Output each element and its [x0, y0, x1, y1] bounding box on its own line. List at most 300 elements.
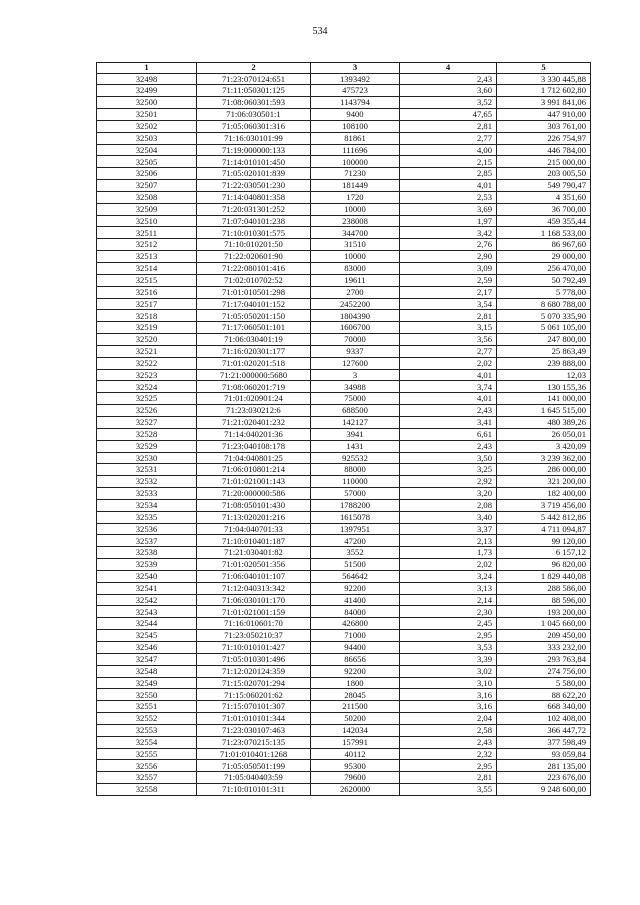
cadastral-value-cell: 3 239 362,00 — [497, 452, 591, 464]
area-cell: 47200 — [311, 535, 400, 547]
cadastral-value-cell: 96 820,00 — [497, 559, 591, 571]
area-cell: 10000 — [311, 203, 400, 215]
rate-cell: 2,15 — [400, 156, 497, 168]
area-cell: 142034 — [311, 724, 400, 736]
row-number-cell: 32508 — [97, 191, 197, 203]
rate-cell: 2,95 — [400, 760, 497, 772]
cadastral-number-cell: 71:22:020601:90 — [197, 251, 311, 263]
table-row — [97, 440, 591, 452]
area-cell: 426800 — [311, 618, 400, 630]
row-number-cell: 32507 — [97, 180, 197, 192]
table-row — [97, 345, 591, 357]
cadastral-number-cell: 71:04:040801:25 — [197, 452, 311, 464]
table-header-row — [97, 63, 591, 74]
cadastral-value-cell: 9 248 600,00 — [497, 784, 591, 796]
cadastral-number-cell: 71:06:030501:1 — [197, 109, 311, 121]
cadastral-value-cell: 1 645 515,00 — [497, 405, 591, 417]
page-number: 534 — [312, 26, 328, 37]
cadastral-number-cell: 71:08:060201:719 — [197, 381, 311, 393]
cadastral-number-cell: 71:14:010101:450 — [197, 156, 311, 168]
row-number-cell: 32557 — [97, 772, 197, 784]
row-number-cell: 32514 — [97, 263, 197, 275]
cadastral-value-cell: 102 408,00 — [497, 713, 591, 725]
cadastral-value-cell: 5 070 335,90 — [497, 310, 591, 322]
rate-cell: 1,97 — [400, 215, 497, 227]
table-row — [97, 606, 591, 618]
cadastral-value-cell: 12,03 — [497, 369, 591, 381]
table-body — [97, 73, 591, 795]
area-cell: 51500 — [311, 559, 400, 571]
area-cell: 71230 — [311, 168, 400, 180]
row-number-cell: 32516 — [97, 286, 197, 298]
cadastral-number-cell: 71:15:020701:294 — [197, 677, 311, 689]
rate-cell: 2,08 — [400, 499, 497, 511]
area-cell: 70000 — [311, 334, 400, 346]
row-number-cell: 32509 — [97, 203, 197, 215]
table-row — [97, 713, 591, 725]
area-cell: 10000 — [311, 251, 400, 263]
column-header: 5 — [497, 63, 591, 74]
cadastral-number-cell: 71:23:030212:6 — [197, 405, 311, 417]
cadastral-value-cell: 223 676,00 — [497, 772, 591, 784]
cadastral-value-cell: 333 232,00 — [497, 642, 591, 654]
rate-cell: 2,02 — [400, 559, 497, 571]
area-cell: 688500 — [311, 405, 400, 417]
cadastral-number-cell: 71:05:060301:316 — [197, 120, 311, 132]
row-number-cell: 32512 — [97, 239, 197, 251]
column-header: 1 — [97, 63, 197, 74]
cadastral-number-cell: 71:06:030101:170 — [197, 594, 311, 606]
row-number-cell: 32537 — [97, 535, 197, 547]
area-cell: 41400 — [311, 594, 400, 606]
rate-cell: 2,81 — [400, 310, 497, 322]
rate-cell: 2,85 — [400, 168, 497, 180]
table-row — [97, 369, 591, 381]
row-number-cell: 32504 — [97, 144, 197, 156]
cadastral-number-cell: 71:20:000000:586 — [197, 488, 311, 500]
row-number-cell: 32556 — [97, 760, 197, 772]
cadastral-number-cell: 71:01:021001:143 — [197, 476, 311, 488]
table-row — [97, 239, 591, 251]
cadastral-number-cell: 71:22:030501:230 — [197, 180, 311, 192]
cadastral-number-cell: 71:15:070101:307 — [197, 701, 311, 713]
area-cell: 71000 — [311, 630, 400, 642]
cadastral-value-cell: 1 829 440,08 — [497, 570, 591, 582]
cadastral-value-cell: 226 754,97 — [497, 132, 591, 144]
area-cell: 2452200 — [311, 298, 400, 310]
cadastral-number-cell: 71:23:070124:651 — [197, 73, 311, 85]
cadastral-number-cell: 71:08:060301:593 — [197, 97, 311, 109]
cadastral-number-cell: 71:10:010401:187 — [197, 535, 311, 547]
rate-cell: 3,42 — [400, 227, 497, 239]
area-cell: 1800 — [311, 677, 400, 689]
area-cell: 34988 — [311, 381, 400, 393]
cadastral-number-cell: 71:06:010801:214 — [197, 464, 311, 476]
cadastral-number-cell: 71:21:020401:232 — [197, 416, 311, 428]
table-row — [97, 535, 591, 547]
cadastral-value-cell: 5 580,00 — [497, 677, 591, 689]
rate-cell: 3,09 — [400, 263, 497, 275]
table-row — [97, 677, 591, 689]
cadastral-value-cell: 88 622,20 — [497, 689, 591, 701]
row-number-cell: 32518 — [97, 310, 197, 322]
table-row — [97, 357, 591, 369]
row-number-cell: 32511 — [97, 227, 197, 239]
cadastral-value-cell: 4 711 094,87 — [497, 523, 591, 535]
cadastral-value-cell: 215 000,00 — [497, 156, 591, 168]
table-row — [97, 416, 591, 428]
cadastral-number-cell: 71:06:030401:19 — [197, 334, 311, 346]
area-cell: 108100 — [311, 120, 400, 132]
table-row — [97, 274, 591, 286]
rate-cell: 2,58 — [400, 724, 497, 736]
rate-cell: 3,74 — [400, 381, 497, 393]
cadastral-value-cell: 193 200,00 — [497, 606, 591, 618]
cadastral-number-cell: 71:02:010702:52 — [197, 274, 311, 286]
cadastral-number-cell: 71:06:040101:107 — [197, 570, 311, 582]
table-row — [97, 547, 591, 559]
cadastral-value-cell: 8 680 788,00 — [497, 298, 591, 310]
area-cell: 344700 — [311, 227, 400, 239]
rate-cell: 47,65 — [400, 109, 497, 121]
area-cell: 1397951 — [311, 523, 400, 535]
table-row — [97, 594, 591, 606]
table-row — [97, 748, 591, 760]
rate-cell: 3,40 — [400, 511, 497, 523]
rate-cell: 4,01 — [400, 369, 497, 381]
row-number-cell: 32530 — [97, 452, 197, 464]
cadastral-number-cell: 71:07:040101:238 — [197, 215, 311, 227]
row-number-cell: 32499 — [97, 85, 197, 97]
row-number-cell: 32519 — [97, 322, 197, 334]
row-number-cell: 32513 — [97, 251, 197, 263]
rate-cell: 2,43 — [400, 736, 497, 748]
cadastral-number-cell: 71:12:040313:342 — [197, 582, 311, 594]
table-row — [97, 511, 591, 523]
area-cell: 92200 — [311, 665, 400, 677]
cadastral-value-cell: 36 700,00 — [497, 203, 591, 215]
rate-cell: 2,45 — [400, 618, 497, 630]
table-row — [97, 144, 591, 156]
row-number-cell: 32515 — [97, 274, 197, 286]
area-cell: 100000 — [311, 156, 400, 168]
row-number-cell: 32527 — [97, 416, 197, 428]
rate-cell: 3,55 — [400, 784, 497, 796]
area-cell: 3 — [311, 369, 400, 381]
cadastral-number-cell: 71:21:030401:82 — [197, 547, 311, 559]
area-cell: 1788200 — [311, 499, 400, 511]
cadastral-value-cell: 459 355,44 — [497, 215, 591, 227]
area-cell: 92200 — [311, 582, 400, 594]
cadastral-value-cell: 209 450,00 — [497, 630, 591, 642]
table-row — [97, 215, 591, 227]
area-cell: 86656 — [311, 653, 400, 665]
rate-cell: 2,53 — [400, 191, 497, 203]
cadastral-value-cell: 6 157,12 — [497, 547, 591, 559]
area-cell: 2620000 — [311, 784, 400, 796]
cadastral-value-cell: 3 330 445,88 — [497, 73, 591, 85]
table-row — [97, 488, 591, 500]
cadastral-value-cell: 1 045 660,00 — [497, 618, 591, 630]
rate-cell: 4,01 — [400, 180, 497, 192]
cadastral-value-cell: 203 005,50 — [497, 168, 591, 180]
table-row — [97, 85, 591, 97]
cadastral-value-cell: 5 061 105,00 — [497, 322, 591, 334]
rate-cell: 3,60 — [400, 85, 497, 97]
cadastral-value-cell: 141 000,00 — [497, 393, 591, 405]
rate-cell: 3,24 — [400, 570, 497, 582]
row-number-cell: 32558 — [97, 784, 197, 796]
cadastral-number-cell: 71:01:010101:344 — [197, 713, 311, 725]
cadastral-value-cell: 182 400,00 — [497, 488, 591, 500]
row-number-cell: 32525 — [97, 393, 197, 405]
row-number-cell: 32531 — [97, 464, 197, 476]
area-cell: 3941 — [311, 428, 400, 440]
rate-cell: 2,30 — [400, 606, 497, 618]
rate-cell: 2,04 — [400, 713, 497, 725]
area-cell: 475723 — [311, 85, 400, 97]
table-row — [97, 701, 591, 713]
rate-cell: 2,02 — [400, 357, 497, 369]
row-number-cell: 32554 — [97, 736, 197, 748]
cadastral-number-cell: 71:05:050501:199 — [197, 760, 311, 772]
row-number-cell: 32498 — [97, 73, 197, 85]
cadastral-value-cell: 668 340,00 — [497, 701, 591, 713]
area-cell: 1720 — [311, 191, 400, 203]
cadastral-number-cell: 71:05:040403:59 — [197, 772, 311, 784]
cadastral-number-cell: 71:01:010401:1268 — [197, 748, 311, 760]
rate-cell: 2,77 — [400, 345, 497, 357]
table-row — [97, 393, 591, 405]
table-row — [97, 523, 591, 535]
row-number-cell: 32552 — [97, 713, 197, 725]
row-number-cell: 32555 — [97, 748, 197, 760]
row-number-cell: 32522 — [97, 357, 197, 369]
cadastral-number-cell: 71:10:010201:50 — [197, 239, 311, 251]
table-row — [97, 120, 591, 132]
cadastral-value-cell: 480 389,26 — [497, 416, 591, 428]
row-number-cell: 32549 — [97, 677, 197, 689]
column-header: 3 — [311, 63, 400, 74]
cadastral-number-cell: 71:16:010601:70 — [197, 618, 311, 630]
cadastral-value-cell: 321 200,00 — [497, 476, 591, 488]
cadastral-value-cell: 366 447,72 — [497, 724, 591, 736]
table-row — [97, 653, 591, 665]
rate-cell: 3,16 — [400, 701, 497, 713]
cadastral-number-cell: 71:17:040101:152 — [197, 298, 311, 310]
row-number-cell: 32501 — [97, 109, 197, 121]
area-cell: 1804390 — [311, 310, 400, 322]
rate-cell: 4,00 — [400, 144, 497, 156]
rate-cell: 3,39 — [400, 653, 497, 665]
area-cell: 28045 — [311, 689, 400, 701]
table-row — [97, 322, 591, 334]
row-number-cell: 32541 — [97, 582, 197, 594]
row-number-cell: 32542 — [97, 594, 197, 606]
row-number-cell: 32543 — [97, 606, 197, 618]
table-row — [97, 499, 591, 511]
rate-cell: 3,20 — [400, 488, 497, 500]
row-number-cell: 32526 — [97, 405, 197, 417]
table-row — [97, 452, 591, 464]
row-number-cell: 32529 — [97, 440, 197, 452]
area-cell: 31510 — [311, 239, 400, 251]
cadastral-number-cell: 71:14:040201:36 — [197, 428, 311, 440]
cadastral-value-cell: 5 778,00 — [497, 286, 591, 298]
row-number-cell: 32534 — [97, 499, 197, 511]
cadastral-number-cell: 71:08:050101:430 — [197, 499, 311, 511]
rate-cell: 3,16 — [400, 689, 497, 701]
area-cell: 9400 — [311, 109, 400, 121]
table-row — [97, 191, 591, 203]
rate-cell: 2,43 — [400, 73, 497, 85]
cadastral-number-cell: 71:01:020901:24 — [197, 393, 311, 405]
table-row — [97, 168, 591, 180]
cadastral-number-cell: 71:20:031301:252 — [197, 203, 311, 215]
rate-cell: 1,73 — [400, 547, 497, 559]
rate-cell: 2,43 — [400, 440, 497, 452]
table-row — [97, 263, 591, 275]
area-cell: 81861 — [311, 132, 400, 144]
table-row — [97, 405, 591, 417]
table-row — [97, 156, 591, 168]
cadastral-value-cell: 25 863,49 — [497, 345, 591, 357]
table-row — [97, 642, 591, 654]
row-number-cell: 32524 — [97, 381, 197, 393]
rate-cell: 2,95 — [400, 630, 497, 642]
cadastral-number-cell: 71:01:021001:159 — [197, 606, 311, 618]
rate-cell: 3,13 — [400, 582, 497, 594]
table-row — [97, 724, 591, 736]
row-number-cell: 32510 — [97, 215, 197, 227]
row-number-cell: 32503 — [97, 132, 197, 144]
row-number-cell: 32533 — [97, 488, 197, 500]
area-cell: 40112 — [311, 748, 400, 760]
cadastral-value-cell: 274 756,00 — [497, 665, 591, 677]
row-number-cell: 32505 — [97, 156, 197, 168]
cadastral-value-cell: 86 967,60 — [497, 239, 591, 251]
cadastral-value-cell: 1 168 533,00 — [497, 227, 591, 239]
row-number-cell: 32546 — [97, 642, 197, 654]
cadastral-number-cell: 71:04:040701:33 — [197, 523, 311, 535]
area-cell: 95300 — [311, 760, 400, 772]
rate-cell: 3,10 — [400, 677, 497, 689]
area-cell: 57000 — [311, 488, 400, 500]
area-cell: 111696 — [311, 144, 400, 156]
cadastral-register-table — [96, 62, 591, 796]
table-row — [97, 784, 591, 796]
area-cell: 238008 — [311, 215, 400, 227]
row-number-cell: 32517 — [97, 298, 197, 310]
rate-cell: 2,81 — [400, 772, 497, 784]
area-cell: 84000 — [311, 606, 400, 618]
row-number-cell: 32536 — [97, 523, 197, 535]
row-number-cell: 32548 — [97, 665, 197, 677]
row-number-cell: 32528 — [97, 428, 197, 440]
cadastral-number-cell: 71:05:020101:839 — [197, 168, 311, 180]
row-number-cell: 32523 — [97, 369, 197, 381]
table-row — [97, 251, 591, 263]
cadastral-number-cell: 71:23:070215:135 — [197, 736, 311, 748]
area-cell: 1606700 — [311, 322, 400, 334]
cadastral-number-cell: 71:10:010101:311 — [197, 784, 311, 796]
cadastral-number-cell: 71:01:020201:518 — [197, 357, 311, 369]
rate-cell: 3,41 — [400, 416, 497, 428]
cadastral-number-cell: 71:15:060201:62 — [197, 689, 311, 701]
rate-cell: 2,81 — [400, 120, 497, 132]
table-row — [97, 286, 591, 298]
cadastral-number-cell: 71:13:020201:216 — [197, 511, 311, 523]
area-cell: 88000 — [311, 464, 400, 476]
area-cell: 211500 — [311, 701, 400, 713]
rate-cell: 3,69 — [400, 203, 497, 215]
cadastral-value-cell: 447 910,00 — [497, 109, 591, 121]
column-header: 4 — [400, 63, 497, 74]
rate-cell: 2,32 — [400, 748, 497, 760]
row-number-cell: 32547 — [97, 653, 197, 665]
cadastral-number-cell: 71:14:040801:358 — [197, 191, 311, 203]
rate-cell: 2,14 — [400, 594, 497, 606]
table-row — [97, 132, 591, 144]
row-number-cell: 32520 — [97, 334, 197, 346]
cadastral-value-cell: 303 761,00 — [497, 120, 591, 132]
rate-cell: 3,50 — [400, 452, 497, 464]
table-row — [97, 73, 591, 85]
rate-cell: 2,92 — [400, 476, 497, 488]
cadastral-number-cell: 71:16:020301:177 — [197, 345, 311, 357]
cadastral-value-cell: 256 470,00 — [497, 263, 591, 275]
area-cell: 75000 — [311, 393, 400, 405]
rate-cell: 2,77 — [400, 132, 497, 144]
cadastral-value-cell: 3 991 841,06 — [497, 97, 591, 109]
rate-cell: 2,59 — [400, 274, 497, 286]
area-cell: 2700 — [311, 286, 400, 298]
cadastral-number-cell: 71:10:010301:575 — [197, 227, 311, 239]
cadastral-number-cell: 71:16:030101:99 — [197, 132, 311, 144]
cadastral-value-cell: 88 596,00 — [497, 594, 591, 606]
rate-cell: 2,43 — [400, 405, 497, 417]
table-row — [97, 428, 591, 440]
table-row — [97, 689, 591, 701]
rate-cell: 3,25 — [400, 464, 497, 476]
cadastral-value-cell: 4 351,60 — [497, 191, 591, 203]
area-cell: 50200 — [311, 713, 400, 725]
cadastral-number-cell: 71:22:080101:416 — [197, 263, 311, 275]
rate-cell: 2,76 — [400, 239, 497, 251]
table-row — [97, 570, 591, 582]
table-row — [97, 772, 591, 784]
row-number-cell: 32535 — [97, 511, 197, 523]
cadastral-number-cell: 71:12:020124:359 — [197, 665, 311, 677]
table-row — [97, 298, 591, 310]
rate-cell: 2,17 — [400, 286, 497, 298]
rate-cell: 3,53 — [400, 642, 497, 654]
cadastral-value-cell: 130 155,36 — [497, 381, 591, 393]
area-cell: 19611 — [311, 274, 400, 286]
row-number-cell: 32521 — [97, 345, 197, 357]
area-cell: 83000 — [311, 263, 400, 275]
cadastral-value-cell: 446 784,00 — [497, 144, 591, 156]
area-cell: 1431 — [311, 440, 400, 452]
row-number-cell: 32545 — [97, 630, 197, 642]
row-number-cell: 32500 — [97, 97, 197, 109]
area-cell: 142127 — [311, 416, 400, 428]
table-row — [97, 665, 591, 677]
row-number-cell: 32538 — [97, 547, 197, 559]
area-cell: 181449 — [311, 180, 400, 192]
cadastral-number-cell: 71:05:010301:496 — [197, 653, 311, 665]
cadastral-value-cell: 288 586,00 — [497, 582, 591, 594]
